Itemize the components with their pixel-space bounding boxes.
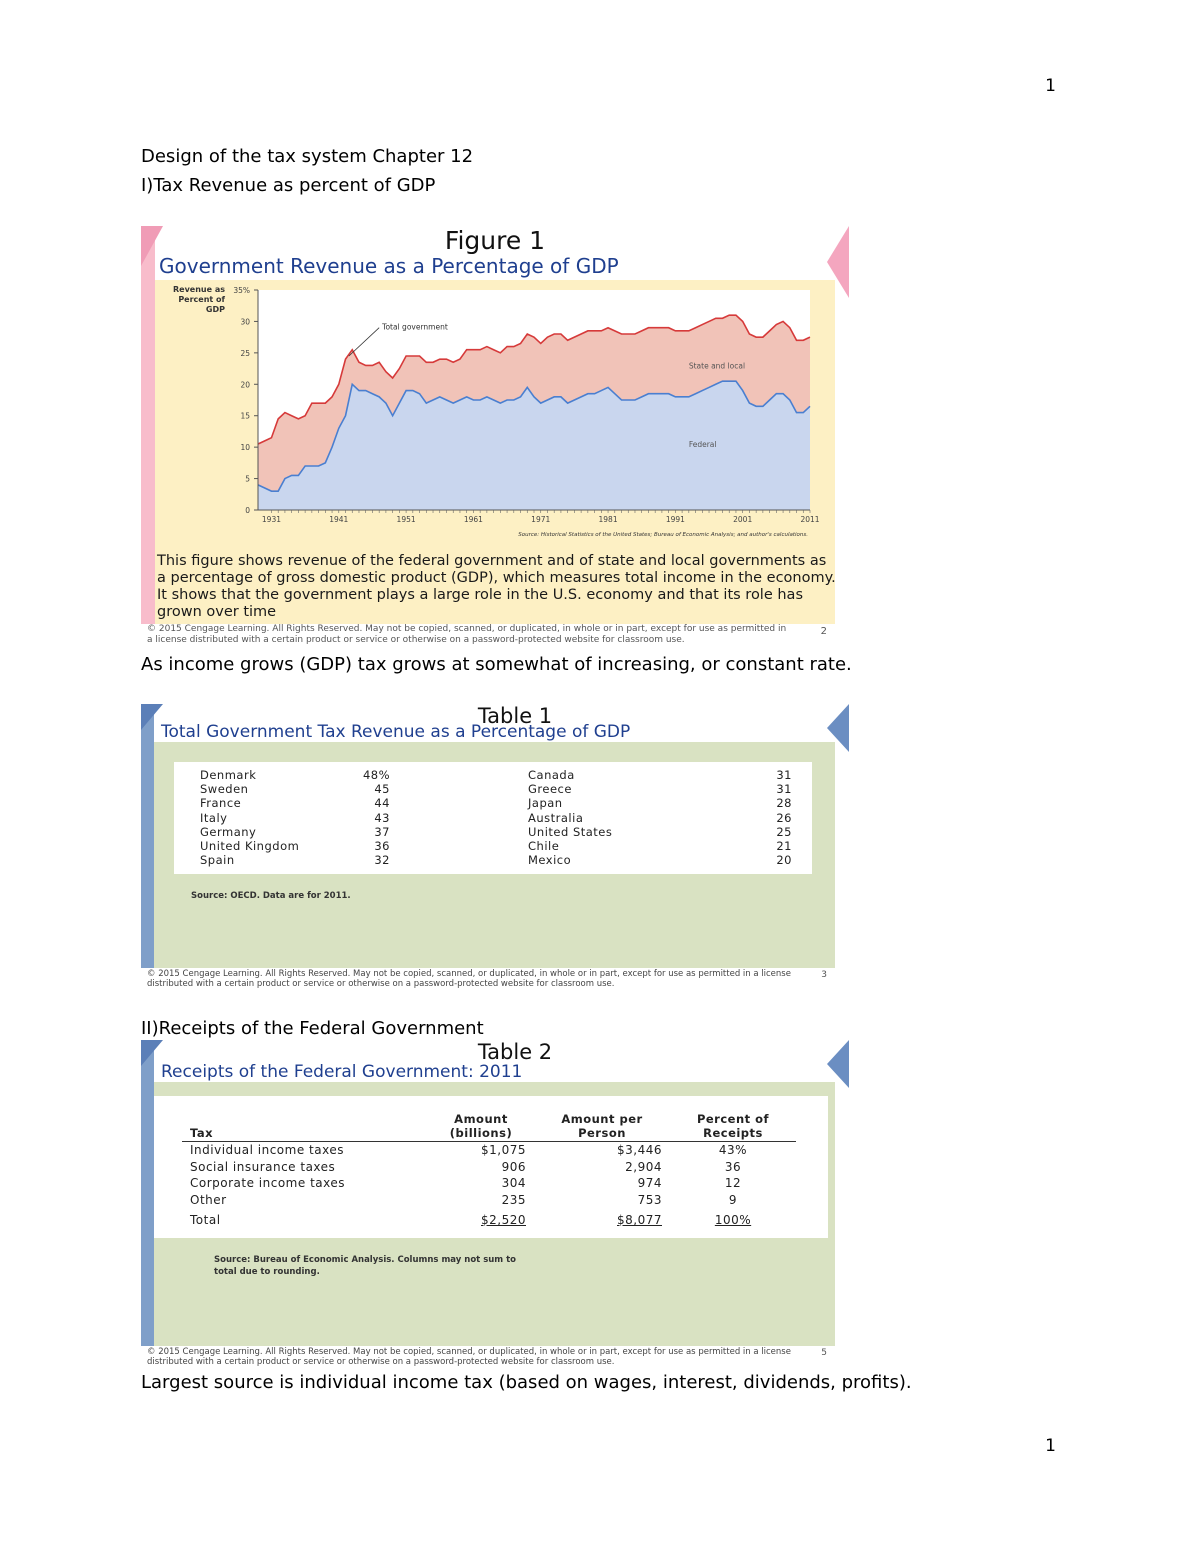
table-1-source: Source: OECD. Data are for 2011. [191, 891, 351, 901]
copyright-notice: © 2015 Cengage Learning. All Rights Reserved. May not be copied, scanned, or duplicated, in whole or in part, except for use as permitted in a license distributed with a certain product or service or otherwise on a password-protected website for classroom use. [147, 624, 787, 645]
table-row [182, 1159, 796, 1176]
table-1-title: Table 1 [477, 704, 553, 728]
country-name: Spain [200, 853, 235, 868]
country-name: Sweden [200, 782, 249, 797]
slide-number: 3 [821, 970, 827, 980]
table-total-row [182, 1208, 796, 1229]
figure-subtitle: Government Revenue as a Percentage of GDP [159, 254, 619, 278]
country-name: Greece [528, 782, 572, 797]
country-value: 37 [374, 824, 390, 839]
total-government-annotation: Total government [382, 322, 448, 332]
tax-cell: Social insurance taxes [190, 1159, 336, 1174]
percent-cell: 12 [724, 1176, 742, 1190]
amount-cell: $2,520 [481, 1213, 526, 1227]
slide-number: 5 [821, 1348, 827, 1358]
y-tick-label: 15 [240, 411, 250, 421]
tax-cell: Corporate income taxes [190, 1176, 345, 1190]
table-2-panel [154, 1082, 835, 1346]
amount-cell: 304 [501, 1176, 526, 1190]
amount-cell: 906 [501, 1159, 526, 1174]
tax-cell: Individual income taxes [190, 1143, 344, 1157]
x-tick-label: 2001 [733, 515, 753, 524]
copyright-notice: © 2015 Cengage Learning. All Rights Reserved. May not be copied, scanned, or duplicated, in whole or in part, except for use as permitted in a license distributed with a certain product or service or otherwise on a password-protected website for classroom use. [147, 969, 791, 989]
country-value: 26 [776, 810, 792, 825]
copyright-notice: © 2015 Cengage Learning. All Rights Reserved. May not be copied, scanned, or duplicated, in whole or in part, except for use as permitted in a license distributed with a certain product or service or otherwise on a password-protected website for classroom use. [147, 1347, 791, 1367]
country-value: 25 [776, 824, 792, 839]
country-value: 28 [776, 796, 792, 811]
receipts-table [182, 1112, 796, 1229]
table-row [182, 1192, 796, 1209]
document-heading: Design of the tax system Chapter 12 [141, 146, 474, 167]
x-tick-label: 1991 [665, 515, 685, 524]
y-tick-label: 5 [245, 474, 250, 484]
table-1-panel [154, 742, 835, 968]
table-1-box [174, 762, 812, 874]
table-2-subtitle: Receipts of the Federal Government: 2011 [161, 1062, 523, 1082]
per-person-cell: 974 [637, 1176, 662, 1190]
x-tick-label: 1951 [396, 515, 416, 524]
country-value: 21 [776, 839, 792, 853]
country-value: 44 [374, 796, 390, 811]
per-person-cell: 753 [637, 1192, 662, 1207]
country-name: Italy [200, 810, 228, 825]
page-number-top: 1 [1045, 76, 1056, 96]
figure-title: Figure 1 [444, 226, 546, 255]
x-tick-label: 1941 [329, 515, 349, 524]
x-tick-label: 1961 [463, 515, 483, 524]
note-income-growth: As income grows (GDP) tax grows at somewhat of increasing, or constant rate. [141, 654, 852, 675]
amount-cell: $1,075 [481, 1143, 526, 1157]
per-person-cell: 2,904 [625, 1159, 662, 1174]
section-heading-2: II)Receipts of the Federal Government [141, 1018, 484, 1039]
federal-annotation: Federal [688, 440, 717, 449]
column-header-per-person: Amount per Person [534, 1112, 670, 1142]
percent-cell: 9 [728, 1192, 738, 1207]
per-person-cell: $8,077 [617, 1213, 662, 1227]
y-axis-label: GDP [205, 305, 225, 314]
y-tick-label: 10 [240, 443, 250, 453]
y-axis-label: Percent of [178, 295, 225, 304]
y-tick-label: 30 [240, 317, 250, 327]
table-2-slide [141, 1040, 849, 1366]
amount-cell: 235 [501, 1192, 526, 1207]
slide-accent-bar [141, 704, 154, 968]
slide-accent-bar [141, 226, 155, 624]
country-name: Germany [200, 824, 257, 839]
y-tick-label: 0 [245, 506, 250, 515]
page-number-bottom: 1 [1045, 1436, 1056, 1456]
section-heading-1: I)Tax Revenue as percent of GDP [141, 175, 436, 196]
country-name: Chile [528, 839, 560, 853]
state-local-annotation: State and local [688, 361, 746, 371]
tax-cell: Other [190, 1192, 227, 1207]
tax-cell: Total [190, 1213, 221, 1227]
country-value: 20 [776, 853, 792, 868]
country-value: 31 [776, 782, 792, 797]
revenue-chart [155, 280, 835, 550]
country-value: 31 [776, 768, 792, 782]
column-header-amount: Amount (billions) [428, 1112, 534, 1142]
table-2-title: Table 2 [477, 1040, 553, 1064]
table-2-source: Source: Bureau of Economic Analysis. Columns may not sum to total due to rounding. [214, 1255, 517, 1277]
x-tick-label: 2011 [800, 515, 820, 524]
slide-number: 2 [820, 626, 827, 637]
country-name: Canada [528, 768, 575, 782]
note-largest-source: Largest source is individual income tax (based on wages, interest, dividends, profits). [141, 1372, 912, 1393]
country-value: 36 [374, 839, 390, 853]
country-name: United Kingdom [200, 839, 300, 853]
x-tick-label: 1981 [598, 515, 618, 524]
country-name: France [200, 796, 242, 811]
y-tick-label: 20 [240, 380, 250, 390]
percent-cell: 43% [718, 1143, 748, 1157]
country-name: Australia [528, 810, 584, 825]
x-tick-label: 1931 [261, 515, 282, 524]
country-name: Mexico [528, 853, 572, 868]
per-person-cell: $3,446 [617, 1143, 662, 1157]
country-value: 43 [374, 810, 390, 825]
table-1-subtitle: Total Government Tax Revenue as a Percentage of GDP [161, 722, 631, 742]
y-axis-label: Revenue as [173, 285, 225, 294]
y-tick-label: 25 [240, 348, 250, 358]
column-header-tax: Tax [182, 1112, 428, 1142]
x-tick-label: 1971 [531, 515, 551, 524]
column-header-percent: Percent of Receipts [670, 1112, 796, 1142]
country-name: Denmark [200, 768, 257, 782]
table-row [182, 1175, 796, 1192]
table-header-row [182, 1112, 796, 1142]
country-value: 48% [362, 768, 390, 782]
figure-caption: This figure shows revenue of the federal government and of state and local governments as a percentage of gross domestic product (GDP), which measures total income in the economy. It shows that the government plays a large role in the U.S. economy and that its role has grown over time [157, 553, 836, 620]
table-1-slide [141, 704, 849, 988]
percent-cell: 100% [714, 1213, 752, 1227]
y-tick-label: 35% [233, 286, 250, 295]
slide-accent-bar [141, 1040, 154, 1346]
country-name: Japan [528, 796, 563, 811]
country-value: 32 [374, 853, 390, 868]
percent-cell: 36 [724, 1159, 742, 1174]
figure-1-slide [141, 226, 849, 650]
country-name: United States [528, 824, 613, 839]
table-2-box [154, 1096, 828, 1238]
chart-source: Source: Historical Statistics of the United States; Bureau of Economic Analysis; and author's calculations. [518, 532, 808, 538]
country-value: 45 [374, 782, 390, 797]
table-row [182, 1142, 796, 1159]
